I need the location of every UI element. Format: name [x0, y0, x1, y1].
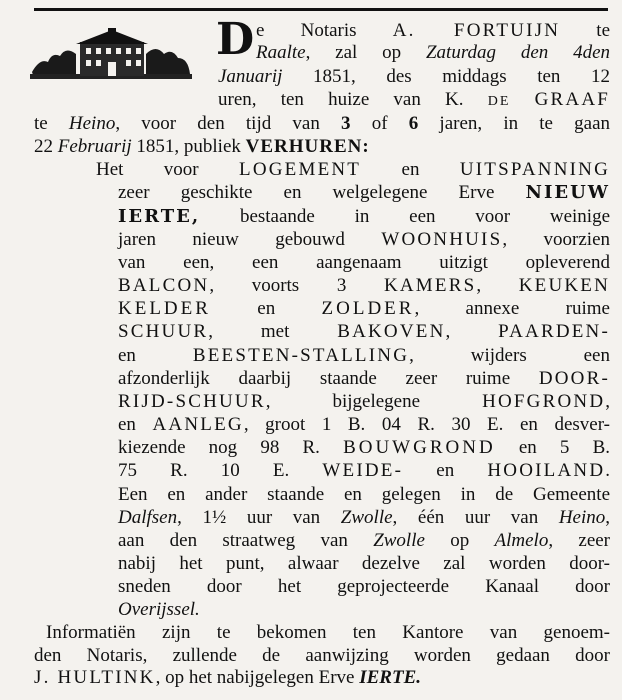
text-line-17: RIJD-SCHUUR, bijgelegene HOFGROND, — [118, 391, 610, 412]
text-line-27: Informatiën zijn te bekomen ten Kantore van genoem- — [46, 622, 610, 643]
text-line-26: Overijssel. — [118, 599, 200, 620]
text-line-5: te Heino, voor den tijd van 3 of 6 jaren, in te gaan — [34, 113, 611, 134]
text-line-23: aan den straatweg van Zwolle op Almelo, zeer — [118, 530, 611, 551]
drop-cap: D — [216, 14, 255, 65]
text-line-19: kiezende nog 98 R. BOUWGROND en 5 B. — [118, 437, 610, 458]
text-line-3: Januarij 1851, des middags ten 12 — [218, 66, 610, 87]
text-line-6: 22 Februarij 1851, publiek VERHUREN: — [34, 136, 370, 157]
text-line-14: SCHUUR, met BAKOVEN, PAARDEN- — [118, 321, 611, 342]
text-line-8: zeer geschikte en welgelegene Erve NIEUW — [118, 182, 611, 203]
text-line-25: sneden door het geprojecteerde Kanaal door — [118, 576, 610, 597]
text-line-13: KELDER en ZOLDER, annexe ruime — [118, 298, 610, 319]
text-line-12: BALCON, voorts 3 KAMERS, KEUKEN — [118, 275, 611, 296]
text-line-29: J. HULTINK, op het nabijgelegen Erve IERTE. — [34, 667, 422, 688]
text-line-15: en BEESTEN-STALLING, wijders een — [118, 345, 610, 366]
text-line-28: den Notaris, zullende de aanwijzing worden gedaan door — [34, 645, 610, 666]
text-line-16: afzonderlijk daarbij staande zeer ruime DOOR- — [118, 368, 610, 389]
text-line-11: van een, een aangenaam uitzigt opleverend — [118, 252, 610, 273]
text-line-10: jaren nieuw gebouwd WOONHUIS, voorzien — [118, 229, 610, 250]
text-line-24: nabij het punt, alwaar dezelve zal worden door- — [118, 553, 610, 574]
text-line-2: Raalte, zal op Zaturdag den 4den — [256, 42, 611, 63]
text-line-7: Het voor LOGEMENT en UITSPANNING — [96, 159, 611, 180]
house-vignette-image — [30, 28, 192, 80]
top-rule — [34, 8, 608, 11]
text-line-4: uren, ten huize van K. DE GRAAF — [218, 89, 611, 110]
text-line-22: Dalfsen, 1½ uur van Zwolle, één uur van Heino, — [118, 507, 611, 528]
text-line-9: IERTE, bestaande in een voor weinige — [118, 206, 610, 227]
text-line-1: e Notaris A. FORTUIJN te — [256, 20, 611, 41]
text-line-18: en AANLEG, groot 1 B. 04 R. 30 E. en desver- — [118, 414, 610, 435]
text-line-20: 75 R. 10 E. WEIDE- en HOOILAND. — [118, 460, 611, 481]
text-line-21: Een en ander staande en gelegen in de Gemeente — [118, 484, 610, 505]
